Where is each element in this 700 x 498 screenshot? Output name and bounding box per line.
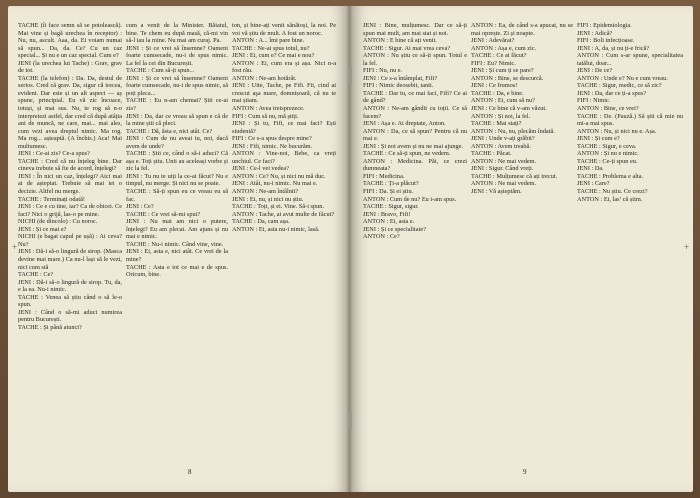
dialogue-paragraph: ANTON : Ne-am întâlnit? xyxy=(232,188,299,196)
dialogue-paragraph: TACHE : Și până atunci? xyxy=(18,323,82,331)
dialogue-paragraph: TACHE : Toți, și ei. Vine. Să-i spun. xyxy=(232,203,325,211)
dialogue-paragraph: TACHE (îi face semn să se potolească). Mai vine și bagă urechea în receptor) : Nu, nu, ascult. Aaa, da. Ei voiam numai să spun... Da, da. Ce? Cu un caz special... Și nu e un caz special. Cum e? xyxy=(18,22,122,60)
dialogue-paragraph: TACHE : Ne-ai spus totul, nu? xyxy=(232,44,310,52)
dialogue-paragraph: ANTON : Cum s-ar spune, specialitatea tatălui, doar... xyxy=(577,52,683,67)
dialogue-paragraph: ANTON : Bine, se descurcă. xyxy=(471,74,544,82)
dialogue-paragraph: TACHE : Sigur, e ceva. xyxy=(577,142,637,150)
dialogue-paragraph: JENI : Ce s-a întâmplat, Fifi? xyxy=(363,74,438,82)
dialogue-paragraph: ANTON : Ei, cum să nu? xyxy=(471,97,535,105)
dialogue-paragraph: JENI : Și cum ți se pare? xyxy=(471,67,534,75)
dialogue-paragraph: TACHE : Venea să știu când o să le-o spun. xyxy=(18,293,122,309)
dialogue-paragraph: JENI : Da. xyxy=(577,165,604,173)
dialogue-paragraph: JENI : Și tu, Fifi, ce mai faci? Ești studentă? xyxy=(232,120,336,135)
dialogue-paragraph: JENI : Vă așteptăm. xyxy=(471,188,522,196)
dialogue-paragraph: FIFI : Epidemiologia. xyxy=(577,22,632,29)
dialogue-paragraph: TACHE : Sigur, medic, ce să zic? xyxy=(577,82,662,90)
dialogue-paragraph: JENI : Ei, nu, și nici nu știu. xyxy=(232,195,304,203)
dialogue-paragraph: FIFI : Nu, nu e. xyxy=(363,67,403,75)
dialogue-paragraph: JENI : Și noi avem și nu ne mai ajunge. xyxy=(363,142,464,150)
dialogue-paragraph: ANTON : Așa e, cum zic. xyxy=(471,44,537,52)
dialogue-paragraph: ANTON : Ei, las’ că știm. xyxy=(577,195,643,203)
right-column-1 xyxy=(363,22,467,460)
dialogue-paragraph: JENI : Ce e cu tine, iar? Ca de obicei. Ce faci? Nici o grijă, las-o pe mine. xyxy=(18,203,122,218)
dialogue-paragraph: ANTON : Medicina. Păi, ce crezi dumneata? xyxy=(363,157,467,173)
dialogue-paragraph: TACHE : Mulțumesc că ați trecut. xyxy=(471,172,558,180)
dialogue-paragraph: ANTON : Ea, de când s-a apucat, nu se mai oprește. Zi și noapte. xyxy=(471,22,573,37)
left-page xyxy=(8,6,346,492)
dialogue-paragraph: ANTON : Ne mai vedem. xyxy=(471,180,537,188)
dialogue-paragraph: JENI : Ei, cum e? Ce mai e nou? xyxy=(232,52,315,60)
dialogue-paragraph: JENI : Da, dar ce ți-a spus? xyxy=(577,89,647,97)
dialogue-paragraph: JENI : Fifi, nimic. Ne bucurăm. xyxy=(232,142,313,150)
dialogue-paragraph: JENI : Care? xyxy=(577,180,610,188)
dialogue-paragraph: TACHE : Știi ce, când o să-i aduci? Că așa e. Toți știu. Unii au aceleași vorbe și zic la fel. xyxy=(126,150,228,173)
dialogue-paragraph: JENI : Ce bine că v-am văzut. xyxy=(471,105,547,113)
dialogue-paragraph: NICHI (de dincolo) : Cu noroc. xyxy=(18,218,98,226)
binding-staple-bottom xyxy=(348,412,352,430)
right-page xyxy=(353,6,693,492)
dialogue-paragraph: FIFI : Da. Și ei știu. xyxy=(363,188,414,196)
dialogue-paragraph: JENI : Și ce vrei să însemne? Oameni foarte cumsecade, nu-i de spus nimic. La fel la cei din București. xyxy=(126,44,228,67)
dialogue-paragraph: TACHE : Problema e alta. xyxy=(577,172,644,180)
dialogue-paragraph: TACHE : Nu știu. Ce crezi? xyxy=(577,188,648,196)
dialogue-paragraph: ANTON : Da, ce să spun? Pentru că nu mai e. xyxy=(363,127,467,143)
dialogue-paragraph: TACHE : Nu-i nimic. Când vine, vine. xyxy=(126,240,224,248)
dialogue-paragraph: FIFI : Nimic. xyxy=(577,97,611,105)
dialogue-paragraph: JENI : Ce frumos! xyxy=(471,82,518,90)
dialogue-paragraph: FIFI : Boli infecțioase. xyxy=(577,37,635,45)
dialogue-paragraph: JENI : Când o să-mi aduci numirea pentru București. xyxy=(18,308,122,324)
dialogue-paragraph: TACHE : Terminați odată! xyxy=(18,195,85,203)
dialogue-paragraph: TACHE : Sigur, sigur. xyxy=(363,203,419,211)
dialogue-paragraph: TACHE : Ce vrei să-mi spui? xyxy=(126,210,201,218)
dialogue-paragraph: JENI : Ce? xyxy=(126,203,154,211)
right-page-number: 9 xyxy=(523,468,527,476)
dialogue-paragraph: ANTON : Ei, asta e. xyxy=(363,218,415,226)
dialogue-paragraph: JENI : Unde v-ați grăbit? xyxy=(471,135,535,143)
dialogue-paragraph: JENI : Adevărat? xyxy=(471,37,515,45)
dialogue-paragraph: TACHE : Da, e bine. xyxy=(471,89,524,97)
dialogue-paragraph: JENI : Sigur. Când vreți. xyxy=(471,165,534,173)
dialogue-paragraph: JENI : Atât, nu-i nimic. Nu mai e. xyxy=(232,180,318,188)
dialogue-paragraph: TACHE : Ce? xyxy=(18,271,54,279)
dialogue-paragraph: TACHE : Da, cam așa. xyxy=(232,218,290,226)
dialogue-paragraph: TACHE : Sigur. Ai mai vrea ceva? xyxy=(363,44,451,52)
dialogue-paragraph: FIFI : Ce s-a spus despre mine? xyxy=(232,135,312,143)
dialogue-paragraph: NICHI (e bagat capul pe ușă) : Ai ceva? Nu? xyxy=(18,233,122,248)
dialogue-paragraph: JENI : Și ce vrei să însemne? Oameni foarte cumsecade, nu-i de spus nimic, să poți pleca... xyxy=(126,74,228,97)
dialogue-paragraph: FIFI : Eu? Nimic. xyxy=(471,59,516,67)
dialogue-paragraph: TACHE : De. (Pauză.) Să știi că mie nu mi-a mai spus. xyxy=(577,112,683,128)
dialogue-paragraph: JENI : Și cum e? xyxy=(577,135,620,143)
dialogue-paragraph: ANTON : Ne-am hotărât. xyxy=(232,74,297,82)
registration-mark-right: + xyxy=(684,242,690,252)
dialogue-paragraph: TACHE : Să-ți spun eu ce vreau eu să fac. xyxy=(126,188,228,203)
dialogue-paragraph: ANTON : Bine, ce vrei? xyxy=(577,105,639,113)
dialogue-paragraph: JENI : Cum de nu aveai tu, noi, dacă avem de unde? xyxy=(126,135,228,150)
dialogue-paragraph: ANTON : Și nu e nimic. xyxy=(577,150,639,158)
dialogue-paragraph: JENI : Ce-l vei vedea? xyxy=(232,165,289,173)
dialogue-paragraph: JENI : Dă-i să-o lingură de sirop. Tu, da, e la ea. Nu-i nimic. xyxy=(18,278,122,294)
dialogue-paragraph: JENI : Bravo, Fifi! xyxy=(363,210,411,218)
dialogue-paragraph: JENI : Bine, mulțumesc. Dar ce să-ți spun mai mult, am mai stat și noi. xyxy=(363,22,467,37)
dialogue-paragraph: JENI : În nici un caz, înțelegi? Aici mai ai de așteptat. Trebuie să mai iei o decizie. Altfel nu merge. xyxy=(18,172,122,196)
registration-mark-left: + xyxy=(12,242,18,252)
dialogue-paragraph: ANTON : Tache, ai avut multe de făcut? xyxy=(232,210,335,218)
dialogue-paragraph: ANTON : A... îmi pare bine. xyxy=(232,37,305,45)
dialogue-paragraph: JENI : A, da, și nu ți-e frică? xyxy=(577,44,650,52)
dialogue-paragraph: ANTON : E bine că ați venit. xyxy=(363,37,437,45)
dialogue-paragraph: JENI : Adică? xyxy=(577,29,613,37)
dialogue-paragraph: TACHE : Cred că nu înțeleg bine. Dar cineva trebuie să fie de acord, înțelegi? xyxy=(18,157,122,173)
dialogue-paragraph: TACHE : Ce ai făcut? xyxy=(471,52,527,60)
dialogue-paragraph: ANTON : Avem treabă. xyxy=(471,142,531,150)
dialogue-paragraph: TACHE : Păcat. xyxy=(471,150,512,158)
right-column-3 xyxy=(577,22,683,460)
dialogue-paragraph: JENI : Nu mai am nici o putere, înțelegi? Eu am plecat. Am ajuns și nu mai e nimic. xyxy=(126,218,228,241)
dialogue-paragraph: TACHE : Dar tu, ce mai faci, Fifi? Ce ai de gând? xyxy=(363,89,467,105)
dialogue-paragraph: ANTON : Ei, asta nu-i nimic, lasă. xyxy=(232,225,320,233)
dialogue-paragraph: FIFI : Medicina. xyxy=(363,172,405,180)
left-column-3 xyxy=(232,22,336,460)
left-column-2 xyxy=(126,22,228,460)
dialogue-paragraph: cum a venit de la Minister. Băiatul, bine. Te chem eu după masă, că-mi vin să-l iau la mine. Nu mai am curaj. Pa. xyxy=(126,22,228,45)
dialogue-paragraph: JENI : Da, dar ce vreau să spun e că de la mine știi că pleci. xyxy=(126,112,228,128)
dialogue-paragraph: TACHE : Dă, ăsta e, nici atât. Ce? xyxy=(126,127,213,135)
dialogue-paragraph: TACHE (la telefon) : Da. Da, destul de serios. Cred că grav. Da, sigur că trecea, evident. Dar este și un alt aspect — aș spune, principial. Eu vă zic încoace, totuși, și mai sus. Nu, te rog să n-o interpretezi astfel, dar cred că după atâția ani de muncă, ne care, mai... mai ales, cum vezi avea dreptul nimic. Ma rog. Ma rog... așteaptă. (A închis.) Aca! Mai multumesc. xyxy=(18,74,122,150)
dialogue-paragraph: ANTON : Ce? Nu, și nici nu mă duc. xyxy=(232,172,326,180)
dialogue-paragraph: TACHE : Ce să-ți spun, ne vedem. xyxy=(363,150,451,158)
dialogue-paragraph: ANTON : Ce? xyxy=(363,233,400,241)
dialogue-paragraph: ANTON : Cum de nu? Eu i-am spus. xyxy=(363,195,457,203)
dialogue-paragraph: JENI (la urechea lui Tache) : Grav, grav de tot. xyxy=(18,59,122,75)
right-column-2 xyxy=(471,22,573,460)
dialogue-paragraph: ANTON : Și noi, la fel. xyxy=(471,112,531,120)
dialogue-paragraph: ANTON : Ei, cum era și așa. Nici n-a fost rău. xyxy=(232,59,336,75)
dialogue-paragraph: TACHE : Ți-a plăcut? xyxy=(363,180,419,188)
dialogue-paragraph: ANTON : Nu, și nici nu e. Așa. xyxy=(577,127,657,135)
dialogue-paragraph: TACHE : Cum să-ți spun... xyxy=(126,67,195,75)
dialogue-paragraph: TACHE : Ce-ți spun eu. xyxy=(577,157,638,165)
dialogue-paragraph: JENI : De ce? xyxy=(577,67,613,75)
dialogue-paragraph: JENI : Ei, asta e, nici atât. Ce vrei de la mine? xyxy=(126,248,228,263)
dialogue-paragraph: FIFI : Nimic deosebit, tanti. xyxy=(363,82,434,90)
dialogue-paragraph: ANTON : Avea treisprezece. xyxy=(232,105,305,113)
dialogue-paragraph: TACHE : Asta e tot ce mai e de spus. Oricum, bine. xyxy=(126,263,228,279)
dialogue-paragraph: ton, și bine-ați venit sănătoși, la noi. Pe voi vă știu de mult. A fost un noroc. xyxy=(232,22,336,37)
dialogue-paragraph: ANTON : Ne-am gândit cu toții. Ce să facem? xyxy=(363,105,467,120)
dialogue-paragraph: TACHE : Eu n-am chemat? Știi ce-ai zis? xyxy=(126,97,228,113)
binding-staple-top xyxy=(348,66,352,84)
dialogue-paragraph: JENI : Tu nu te uiți la ce-ai făcut? Nu e timpul, nu merge. Și nici nu se poate. xyxy=(126,172,228,188)
dialogue-paragraph: ANTON : Unde e? Nu e cum vreau. xyxy=(577,74,668,82)
dialogue-paragraph: JENI : Și ce specialitate? xyxy=(363,225,426,233)
dialogue-paragraph: JENI : Uite, Tache, pe Fifi. Fii, cind ai crescut aşa mare, domnișoară, că nu te mai știam. xyxy=(232,82,336,105)
dialogue-paragraph: JENI : Așa e. Ai dreptate, Anton. xyxy=(363,120,446,128)
left-page-number: 8 xyxy=(188,468,192,476)
dialogue-paragraph: ANTON : Ne mai vedem. xyxy=(471,157,537,165)
dialogue-paragraph: ANTON : Nu, nu, plecăm îndată. xyxy=(471,127,555,135)
dialogue-paragraph: ANTON : Nu știu ce să-ți spun. Totul e la fel. xyxy=(363,52,467,67)
dialogue-paragraph: JENI : Și ce mai e? xyxy=(18,225,67,233)
dialogue-paragraph: FIFI : Cum să nu, mă știți. xyxy=(232,112,299,120)
left-column-1 xyxy=(18,22,122,460)
dialogue-paragraph: ANTON : Vine-noi, Bebe, ca vreți unchiul. Ce faci? xyxy=(232,150,336,165)
dialogue-paragraph: JENI : Dă-i să-o lingură de sirop. (Masca devine mai mare.) Ca nu-l lași să le vezi, nici cum stă xyxy=(18,248,122,271)
dialogue-paragraph: JENI : Ce-ai zis? Ce-a spus? xyxy=(18,150,90,158)
dialogue-paragraph: TACHE : Mai stați? xyxy=(471,120,522,128)
